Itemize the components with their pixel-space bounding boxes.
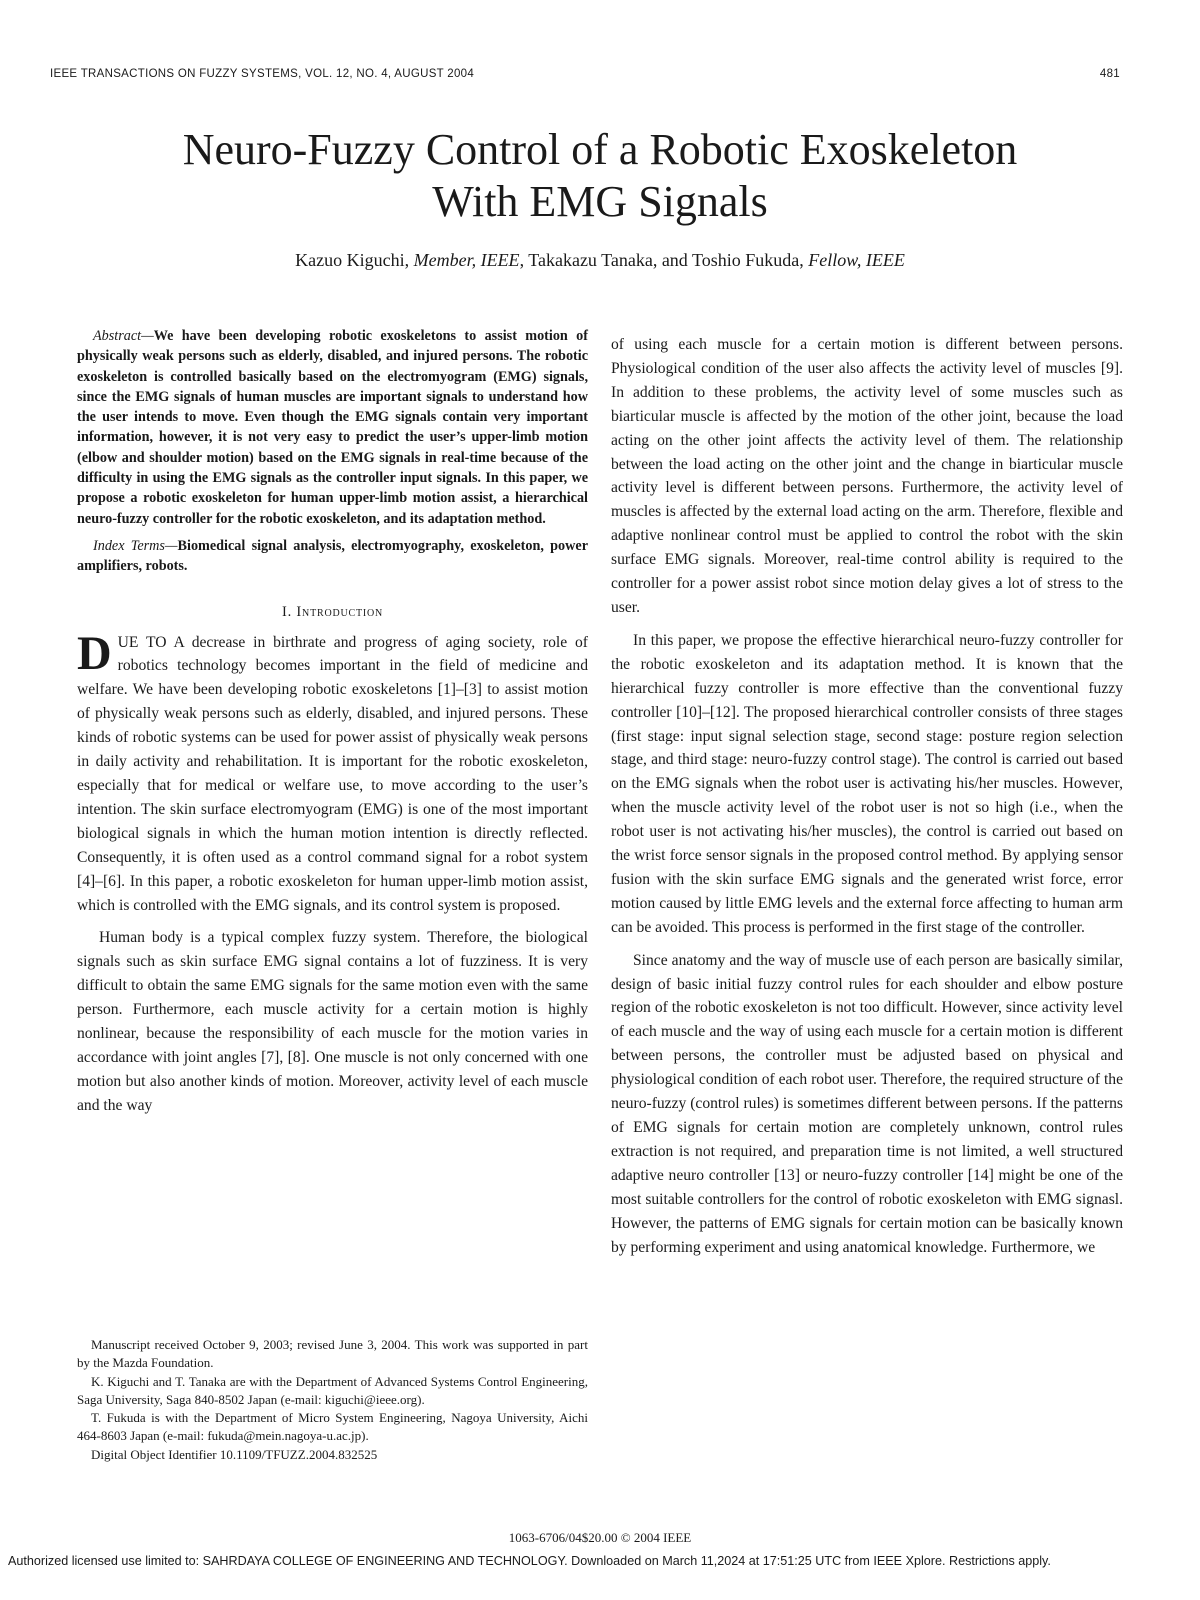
author-2-3: , Takakazu Tanaka, and Toshio Fukuda, [519,250,809,270]
journal-info: IEEE TRANSACTIONS ON FUZZY SYSTEMS, VOL. 12, NO. 4, AUGUST 2004 [50,68,475,80]
footnote-affiliation-1: K. Kiguchi and T. Tanaka are with the Department of Advanced Systems Control Engineering, Saga University, Saga 840-8502 Japan (e-mail: kiguchi@ieee.org). [77,1373,588,1407]
footnote-affiliation-2: T. Fukuda is with the Department of Micro System Engineering, Nagoya University, Aichi 464-8603 Japan (e-mail: fukuda@mein.nagoya-u.ac.jp). [77,1410,588,1444]
abstract-text: We have been developing robotic exoskeletons to assist motion of physically weak persons such as elderly, disabled, and injured persons. The robotic exoskeleton is controlled basically based on the electromyogram (EMG) signals, since the EMG signals of human muscles are important signals to understand how the user intends to move. Even though the EMG signals contain very important information, however, it is not very easy to predict the user’s upper-limb motion (elbow and shoulder motion) based on the EMG signals in real-time because of the difficulty in using the EMG signals as the controller input signals. In this paper, we propose a robotic exoskeleton for human upper-limb motion assist, a hierarchical neuro-fuzzy controller for the robotic exoskeleton, and its adaptation method. [77,328,588,527]
author-list [60,250,1140,271]
license-notice: Authorized licensed use limited to: SAHRDAYA COLLEGE OF ENGINEERING AND TECHNOLOGY. Downloaded on March 11,2024 at 17:51:25 UTC from IEEE Xplore. Restrictions apply. [8,1554,1051,1568]
author-3-grade: Fellow, IEEE [808,250,905,270]
copyright-line: 1063-6706/04$20.00 © 2004 IEEE [508,1530,692,1545]
index-terms-text: Biomedical signal analysis, electromyography, exoskeleton, power amplifiers, robots. [77,537,588,575]
intro-paragraph-1 [77,626,588,918]
author-1: Kazuo Kiguchi, [295,250,414,270]
index-terms-lead: Index Terms— [93,537,178,554]
right-paragraph-2: In this paper, we propose the effective hierarchical neuro-fuzzy controller for the robotic exoskeleton and its adaptation method. It is known that the hierarchical fuzzy controller is more effective than the conventional fuzzy controller [10]–[12]. The proposed hierarchical controller consists of three stages (first stage: input signal selection stage, second stage: posture region selection stage, and third stage: neuro-fuzzy control stage). The control is carried out based on the EMG signals when the robot user is activating his/her muscles. However, when the muscle activity level of the robot user is not so high (i.e., when the robot user is not activating his/her muscles), the control is carried out based on the wrist force sensor signals in the proposed control method. By applying sensor fusion with the skin surface EMG signals and the generated wrist force, error motion caused by little EMG levels and the external force affecting to human arm can be avoided. This process is performed in the first stage of the controller. [611,631,1123,936]
footnotes [77,1336,588,1464]
drop-cap: D [77,626,112,680]
left-column [77,326,588,1118]
running-header [50,68,1120,84]
right-paragraph-3: Since anatomy and the way of muscle use of each person are basically similar, design of basic initial fuzzy control rules for each shoulder and elbow posture region of the robotic exoskeleton is not too difficult. However, since activity level of each muscle and the way of using each muscle for a certain motion is different between persons, the controller must be adjusted based on physical and physiological condition of each robot user. Therefore, the required structure of the neuro-fuzzy (control rules) is sometimes different between persons. If the patterns of EMG signals for certain motion are completely unknown, control rules extraction is not required, and preparation time is not limited, a well structured adaptive neuro controller [13] or neuro-fuzzy controller [14] might be one of the most suitable controllers for the control of robotic exoskeleton with EMG signasl. However, the patterns of EMG signals for certain motion can be basically known by performing experiment and using anatomical knowledge. Furthermore, we [611,951,1123,1256]
abstract [77,326,588,529]
footnote-doi: Digital Object Identifier 10.1109/TFUZZ.2004.832525 [91,1446,378,1462]
author-1-grade: Member, IEEE [413,250,520,270]
right-paragraph-1: of using each muscle for a certain motion is different between persons. Physiological condition of the user also affects the activity level of muscles [9]. In addition to these problems, the activity level of some muscles such as biarticular muscle is affected by the motion of the other joint, because the load acting on the other joint affects the activity level of them. The relationship between the load acting on the other joint and the change in biarticular muscle activity level is different between persons. Furthermore, the activity level of muscles is affected by the external load acting on the arm. Therefore, flexible and adaptive nonlinear control must be applied to control the robot with the skin surface EMG signals. Moreover, real-time control ability is required to the controller for a power assist robot since motion delay gives a lot of stress to the user. [611,336,1123,616]
intro-paragraph-1-text: UE TO A decrease in birthrate and progress of aging society, role of robotics technology becomes important in the field of medicine and welfare. We have been developing robotic exoskeletons [1]–[3] to assist motion of physically weak persons such as elderly, disabled, and injured persons. These kinds of robotic systems can be used for power assist of physically weak persons in daily activity and rehabilitation. It is important for the robotic exoskeleton, especially that for medical or welfare use, to move according to the user’s intention. The skin surface electromyogram (EMG) is one of the most important biological signals in which the human motion intention is directly reflected. Consequently, it is often used as a control command signal for a robot system [4]–[6]. In this paper, a robotic exoskeleton for human upper-limb motion assist, which is controlled with the EMG signals, and its control system is proposed. [77,633,588,914]
right-column [611,333,1123,1259]
section-heading-introduction: I. Introduction [281,603,384,620]
title-line-1: Neuro-Fuzzy Control of a Robotic Exoskeleton [182,125,1018,174]
footnote-manuscript: Manuscript received October 9, 2003; revised June 3, 2004. This work was supported in part by the Mazda Foundation. [77,1337,588,1371]
title-line-2: With EMG Signals [432,177,768,226]
intro-paragraph-2: Human body is a typical complex fuzzy system. Therefore, the biological signals such as skin surface EMG signal contains a lot of fuzziness. It is very difficult to obtain the same EMG signals for the same motion even with the same person. Furthermore, each muscle activity for a certain motion is highly nonlinear, because the responsibility of each muscle for the motion varies in accordance with joint angles [7], [8]. One muscle is not only concerned with one motion but also another kinds of motion. Moreover, activity level of each muscle and the way [77,929,588,1114]
paper-title [60,124,1140,228]
page-number: 481 [1099,68,1120,80]
index-terms [77,536,588,577]
abstract-lead: Abstract— [93,328,154,344]
